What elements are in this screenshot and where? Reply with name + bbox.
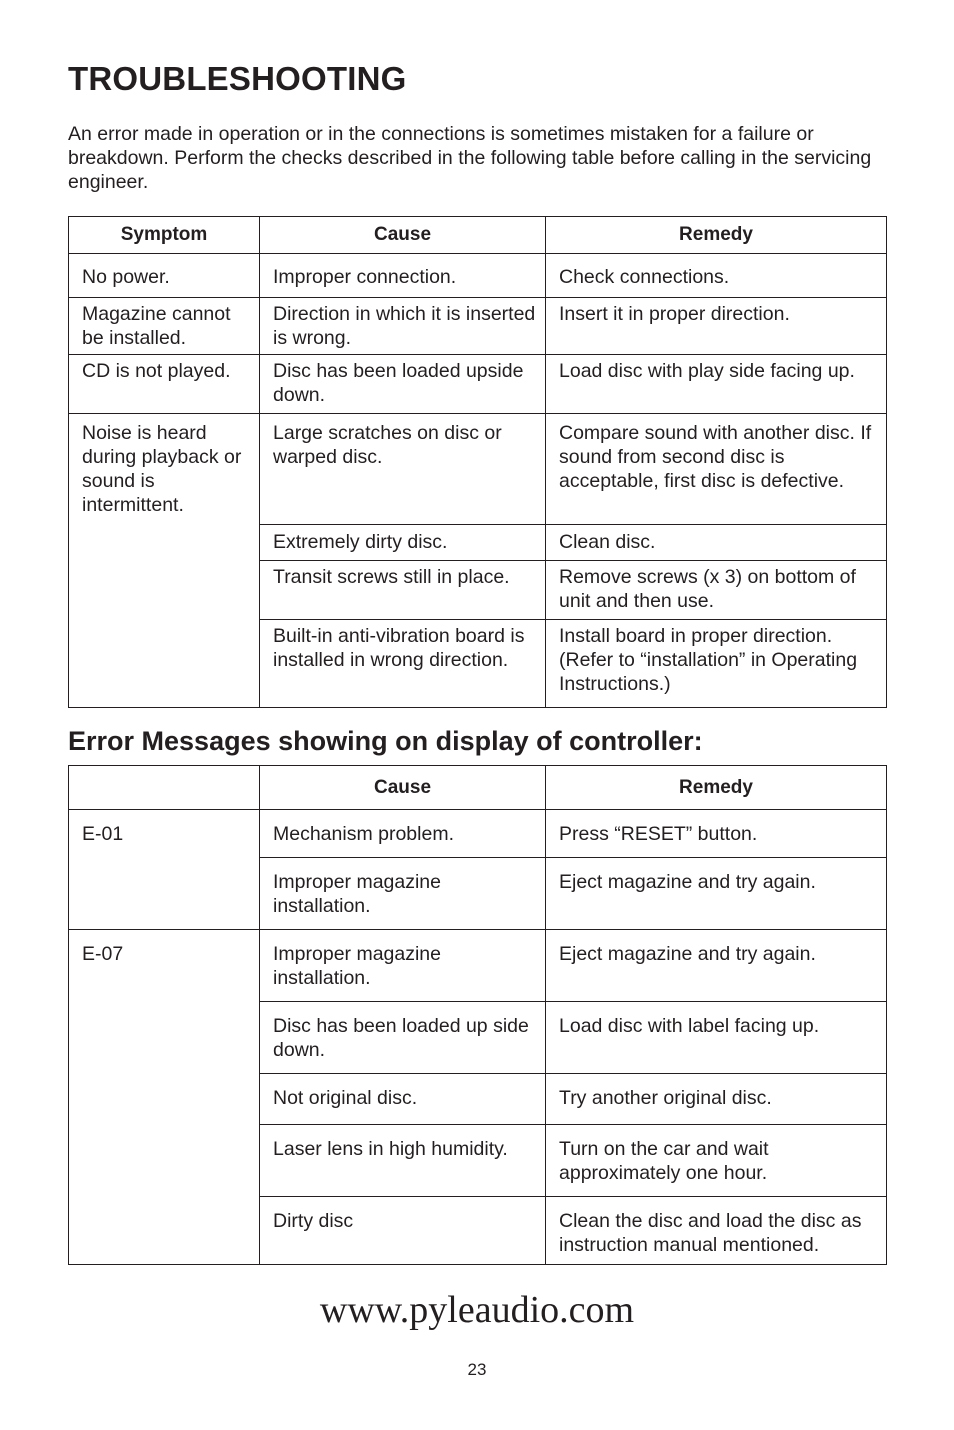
header-remedy: Remedy <box>546 217 887 254</box>
table-row <box>69 298 887 355</box>
cause-cell: Improper magazine installation. <box>260 930 546 1002</box>
cause-cell: Mechanism problem. <box>260 810 546 858</box>
cause-cell: Laser lens in high humidity. <box>260 1125 546 1197</box>
table-row <box>69 930 887 1002</box>
cause-cell: Improper connection. <box>260 254 546 298</box>
cause-cell: Extremely dirty disc. <box>260 525 546 561</box>
cause-cell: Dirty disc <box>260 1197 546 1265</box>
header-cause: Cause <box>260 217 546 254</box>
table-row <box>69 810 887 858</box>
header-remedy: Remedy <box>546 766 887 810</box>
table-header-row <box>69 217 887 254</box>
cause-cell: Transit screws still in place. <box>260 561 546 620</box>
table-row <box>69 414 887 525</box>
remedy-cell: Turn on the car and wait approximately one hour. <box>546 1125 887 1197</box>
header-code <box>69 766 260 810</box>
cause-cell: Disc has been loaded upside down. <box>260 355 546 414</box>
remedy-cell: Load disc with play side facing up. <box>546 355 887 414</box>
remedy-cell: Check connections. <box>546 254 887 298</box>
remedy-cell: Compare sound with another disc. If sound from second disc is acceptable, first disc is defective. <box>546 414 887 525</box>
error-code-cell: E-01 <box>69 810 260 930</box>
page-number: 23 <box>467 1360 487 1379</box>
symptom-cell: Magazine cannot be installed. <box>69 298 260 355</box>
remedy-cell: Clean the disc and load the disc as instruction manual mentioned. <box>546 1197 887 1265</box>
header-cause: Cause <box>260 766 546 810</box>
cause-cell: Large scratches on disc or warped disc. <box>260 414 546 525</box>
troubleshooting-table <box>68 216 887 708</box>
page-title: TROUBLESHOOTING <box>68 60 407 97</box>
remedy-cell: Clean disc. <box>546 525 887 561</box>
error-code-cell: E-07 <box>69 930 260 1265</box>
cause-cell: Not original disc. <box>260 1074 546 1125</box>
remedy-cell: Eject magazine and try again. <box>546 858 887 930</box>
cause-cell: Built-in anti-vibration board is installed in wrong direction. <box>260 620 546 708</box>
symptom-cell: CD is not played. <box>69 355 260 414</box>
error-messages-table <box>68 765 887 1265</box>
remedy-cell: Remove screws (x 3) on bottom of unit and then use. <box>546 561 887 620</box>
table-row <box>69 355 887 414</box>
remedy-cell: Insert it in proper direction. <box>546 298 887 355</box>
table-row <box>69 254 887 298</box>
remedy-cell: Try another original disc. <box>546 1074 887 1125</box>
cause-cell: Disc has been loaded up side down. <box>260 1002 546 1074</box>
intro-paragraph: An error made in operation or in the connections is sometimes mistaken for a failure or breakdown. Perform the checks described in the following table before calling in the servicing engineer. <box>68 123 872 193</box>
remedy-cell: Install board in proper direction. (Refer to “installation” in Operating Instructions.) <box>546 620 887 708</box>
header-symptom: Symptom <box>69 217 260 254</box>
symptom-cell: Noise is heard during playback or sound is intermittent. <box>69 414 260 708</box>
remedy-cell: Load disc with label facing up. <box>546 1002 887 1074</box>
remedy-cell: Eject magazine and try again. <box>546 930 887 1002</box>
table-header-row <box>69 766 887 810</box>
remedy-cell: Press “RESET” button. <box>546 810 887 858</box>
cause-cell: Improper magazine installation. <box>260 858 546 930</box>
error-section-title: Error Messages showing on display of controller: <box>68 726 703 756</box>
symptom-cell: No power. <box>69 254 260 298</box>
cause-cell: Direction in which it is inserted is wrong. <box>260 298 546 355</box>
website-url: www.pyleaudio.com <box>319 1289 635 1331</box>
